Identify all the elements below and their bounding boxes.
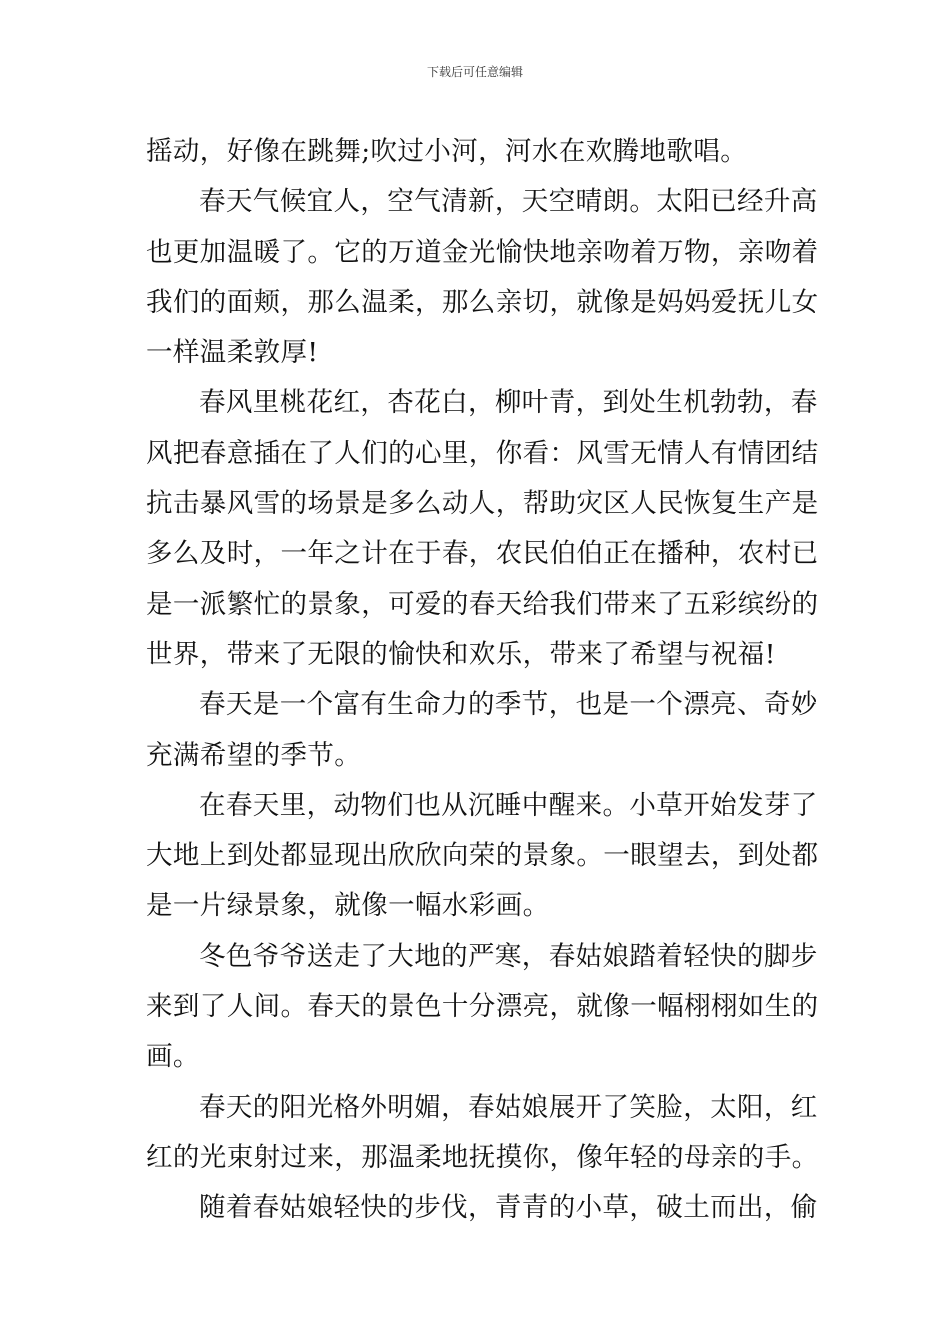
text-line: 抗击暴风雪的场景是多么动人，帮助灾区人民恢复生产是 — [146, 488, 819, 520]
page-header: 下载后可任意编辑 — [426, 65, 523, 79]
text-line: 在春天里，动物们也从沉睡中醒来。小草开始发芽了 — [199, 789, 818, 821]
text-line: 大地上到处都显现出欣欣向荣的景象。一眼望去，到处都 — [146, 840, 819, 872]
text-line: 也更加温暖了。它的万道金光愉快地亲吻着万物，亲吻着 — [146, 236, 819, 268]
text-line: 春天气候宜人，空气清新，天空晴朗。太阳已经升高 — [199, 186, 818, 218]
text-line: 我们的面颊，那么温柔，那么亲切，就像是妈妈爱抚儿女 — [146, 286, 819, 318]
text-line: 春天的阳光格外明媚，春姑娘展开了笑脸，太阳，红 — [199, 1091, 818, 1123]
text-line: 是一派繁忙的景象，可爱的春天给我们带来了五彩缤纷的 — [146, 588, 819, 620]
text-line: 红的光束射过来，那温柔地抚摸你，像年轻的母亲的手。 — [146, 1141, 819, 1173]
text-line: 春天是一个富有生命力的季节，也是一个漂亮、奇妙 — [199, 689, 818, 721]
text-line: 随着春姑娘轻快的步伐，青青的小草，破土而出，偷 — [199, 1192, 818, 1224]
text-line: 来到了人间。春天的景色十分漂亮，就像一幅栩栩如生的 — [146, 991, 819, 1023]
text-line: 风把春意插在了人们的心里，你看：风雪无情人有情团结 — [146, 437, 819, 469]
text-line: 春风里桃花红，杏花白，柳叶青，到处生机勃勃，春 — [199, 387, 818, 419]
text-line: 充满希望的季节。 — [146, 739, 362, 771]
text-line: 画。 — [146, 1041, 200, 1073]
text-line: 世界，带来了无限的愉快和欢乐，带来了希望与祝福! — [146, 638, 776, 670]
text-line: 多么及时，一年之计在于春，农民伯伯正在播种，农村已 — [146, 538, 819, 570]
text-line: 是一片绿景象，就像一幅水彩画。 — [146, 890, 550, 922]
document-body — [146, 127, 819, 1234]
text-line: 冬色爷爷送走了大地的严寒，春姑娘踏着轻快的脚步 — [199, 940, 818, 972]
text-line: 摇动，好像在跳舞;吹过小河，河水在欢腾地歌唱。 — [146, 136, 748, 167]
text-line: 一样温柔敦厚! — [146, 337, 319, 369]
